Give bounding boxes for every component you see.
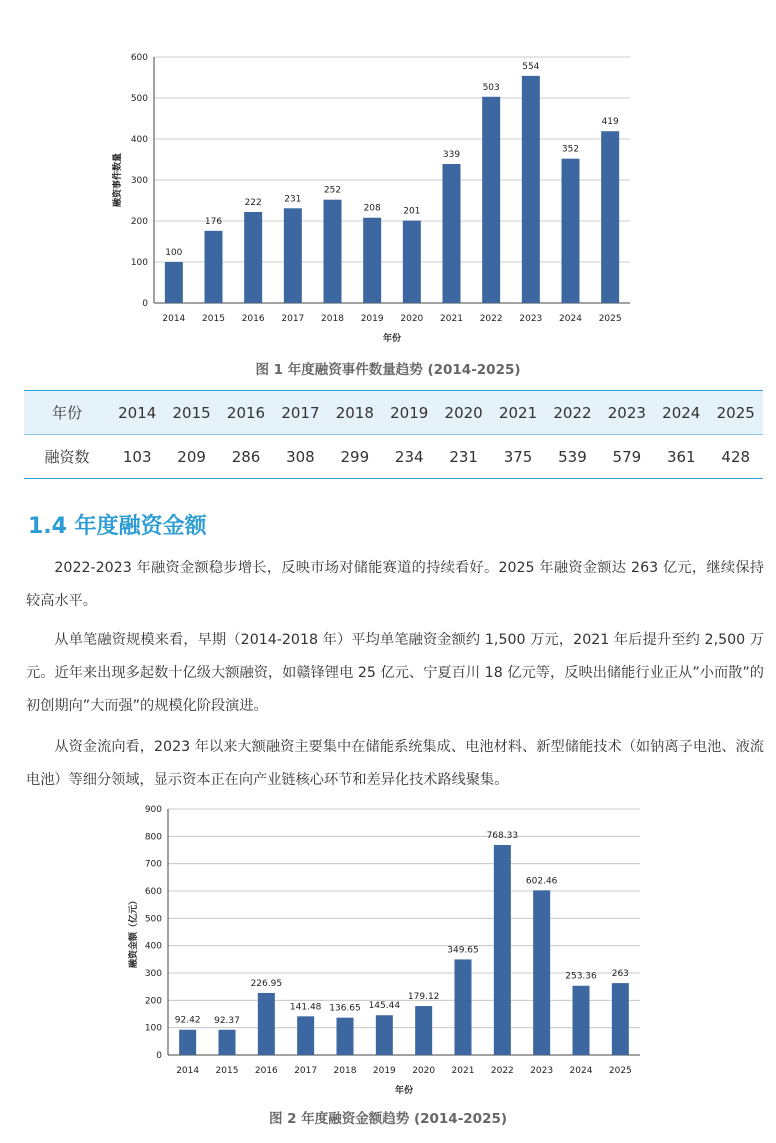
y-tick-label: 700 [144, 859, 162, 870]
table-value-cell: 234 [382, 435, 436, 479]
data-label: 554 [522, 61, 540, 72]
bar [533, 890, 550, 1055]
x-tick-label: 2021 [451, 1066, 475, 1076]
funding-count-table [24, 390, 763, 479]
x-tick-label: 2023 [530, 1066, 554, 1076]
y-tick-label: 200 [130, 217, 148, 227]
data-label: 263 [611, 969, 629, 980]
x-tick-label: 2017 [294, 1066, 318, 1076]
y-tick-label: 500 [144, 914, 162, 925]
table-value-cell: 579 [600, 435, 654, 479]
y-tick-label: 100 [130, 258, 148, 268]
table-year-cell: 2021 [491, 391, 545, 435]
data-label: 352 [561, 144, 580, 155]
bar [324, 200, 342, 303]
y-tick-label: 400 [130, 135, 148, 145]
chart-2-funding-amount [0, 794, 776, 1109]
x-axis-title: 年份 [394, 1086, 414, 1096]
x-tick-label: 2025 [598, 314, 622, 324]
x-tick-label: 2022 [490, 1066, 514, 1076]
bar [443, 164, 461, 303]
y-tick-label: 100 [144, 1023, 162, 1034]
bar [244, 212, 262, 303]
x-tick-label: 2019 [372, 1066, 396, 1076]
table-data-row [24, 435, 763, 479]
x-tick-label: 2018 [333, 1066, 357, 1076]
x-tick-label: 2015 [202, 314, 225, 324]
data-label: 176 [204, 216, 223, 227]
table-year-cell: 2024 [654, 391, 708, 435]
x-tick-label: 2019 [360, 314, 384, 324]
bar [601, 131, 619, 303]
y-axis-title: 融资金额（亿元） [129, 895, 139, 969]
bar [258, 993, 275, 1055]
bar [219, 1030, 236, 1055]
paragraph: 从资金流向看，2023 年以来大额融资主要集中在储能系统集成、电池材料、新型储能技术（如钠离子电池、液流电池）等细分领域，显示资本正在向产业链核心环节和差异化技术路线聚集。 [26, 739, 764, 788]
x-tick-label: 2017 [281, 314, 305, 324]
y-axis-title: 融资事件数量 [113, 152, 123, 208]
paragraph: 2022-2023 年融资金额稳步增长，反映市场对储能赛道的持续看好。2025 年融资金额达 263 亿元，继续保持较高水平。 [26, 560, 764, 609]
y-tick-label: 900 [144, 805, 162, 815]
data-label: 602.46 [525, 876, 558, 887]
x-tick-label: 2025 [608, 1066, 632, 1076]
table-value-cell: 375 [491, 435, 545, 479]
paragraph: 从单笔融资规模来看，早期（2014-2018 年）平均单笔融资金额约 1,500 万元，2021 年后提升至约 2,500 万元。近年来出现多起数十亿级大额融资，如赣锋锂电 25 亿元、宁夏百川 18 亿元等，反映出储能行业正从”小而散”的初创期向”大而强”的规模化阶段演进。 [26, 632, 764, 714]
table-year-cell: 2022 [545, 391, 599, 435]
x-tick-label: 2014 [162, 314, 186, 324]
y-tick-label: 800 [144, 832, 162, 843]
bar [337, 1018, 354, 1055]
data-label: 141.48 [289, 1002, 322, 1013]
bar [403, 221, 421, 303]
data-label: 419 [601, 117, 619, 128]
data-label: 252 [323, 185, 342, 196]
table-row-label: 融资数 [24, 435, 110, 479]
bar [179, 1030, 196, 1055]
table-value-cell: 539 [545, 435, 599, 479]
data-label: 100 [165, 248, 183, 258]
bar [415, 1006, 432, 1055]
y-tick-label: 600 [130, 53, 148, 63]
bar [494, 845, 511, 1055]
data-label: 208 [363, 203, 381, 214]
data-label: 503 [482, 82, 500, 93]
table-year-cell: 2017 [273, 391, 327, 435]
bar [522, 76, 540, 303]
table-year-cell: 2019 [382, 391, 436, 435]
table-value-cell: 103 [110, 435, 164, 479]
table-year-cell: 2016 [219, 391, 273, 435]
table-year-cell: 2014 [110, 391, 164, 435]
table-value-cell: 428 [708, 435, 763, 479]
table-value-cell: 231 [436, 435, 490, 479]
x-tick-label: 2022 [479, 314, 503, 324]
figure-1-caption: 图 1 年度融资事件数量趋势 (2014-2025) [255, 362, 521, 378]
figure-2-caption: 图 2 年度融资金额趋势 (2014-2025) [268, 1111, 508, 1127]
data-label: 231 [284, 194, 302, 205]
data-label: 349.65 [447, 945, 479, 956]
table-year-cell: 2023 [600, 391, 654, 435]
x-tick-label: 2018 [321, 314, 344, 324]
y-tick-label: 300 [144, 969, 162, 979]
x-tick-label: 2016 [254, 1066, 278, 1076]
y-tick-label: 300 [130, 176, 148, 186]
data-label: 222 [244, 197, 262, 208]
y-tick-label: 600 [144, 887, 162, 897]
y-tick-label: 200 [144, 996, 162, 1007]
table-value-cell: 299 [328, 435, 382, 479]
data-label: 226.95 [250, 978, 283, 989]
table-value-cell: 209 [164, 435, 218, 479]
bar [376, 1015, 393, 1055]
bar [562, 159, 580, 303]
x-tick-label: 2020 [412, 1066, 436, 1076]
table-value-cell: 361 [654, 435, 708, 479]
y-tick-label: 400 [144, 941, 162, 952]
data-label: 92.37 [214, 1015, 240, 1026]
data-label: 179.12 [407, 992, 440, 1003]
x-tick-label: 2015 [215, 1066, 239, 1076]
data-label: 253.36 [565, 971, 597, 982]
y-tick-label: 0 [156, 1051, 162, 1061]
table-value-cell: 308 [273, 435, 327, 479]
bar [573, 986, 590, 1055]
table-year-cell: 2025 [708, 391, 763, 435]
table-value-cell: 286 [219, 435, 273, 479]
data-label: 145.44 [368, 1001, 401, 1012]
bar [284, 208, 302, 303]
bar [205, 231, 223, 303]
x-tick-label: 2024 [559, 314, 582, 324]
bar [363, 218, 381, 303]
y-tick-label: 0 [142, 299, 148, 309]
table-header-label: 年份 [24, 391, 110, 435]
bar [297, 1016, 314, 1055]
x-tick-label: 2016 [241, 314, 265, 324]
chart-1-funding-events [0, 38, 776, 353]
data-label: 768.33 [486, 830, 519, 841]
data-label: 136.65 [329, 1003, 361, 1014]
x-tick-label: 2020 [400, 314, 424, 324]
bar [482, 97, 500, 303]
data-label: 201 [403, 206, 421, 217]
x-axis-title: 年份 [382, 334, 402, 344]
x-tick-label: 2024 [569, 1066, 593, 1076]
x-tick-label: 2023 [519, 314, 543, 324]
table-year-cell: 2015 [164, 391, 218, 435]
bar [455, 959, 472, 1055]
table-year-cell: 2018 [328, 391, 382, 435]
section-title: 1.4 年度融资金额 [28, 514, 207, 539]
table-year-cell: 2020 [436, 391, 490, 435]
x-tick-label: 2014 [176, 1066, 200, 1076]
data-label: 92.42 [174, 1015, 201, 1026]
bar [612, 983, 629, 1055]
data-label: 339 [442, 150, 461, 161]
bar [165, 262, 183, 303]
y-tick-label: 500 [130, 94, 148, 104]
x-tick-label: 2021 [440, 314, 463, 324]
table-header-row [24, 391, 763, 435]
